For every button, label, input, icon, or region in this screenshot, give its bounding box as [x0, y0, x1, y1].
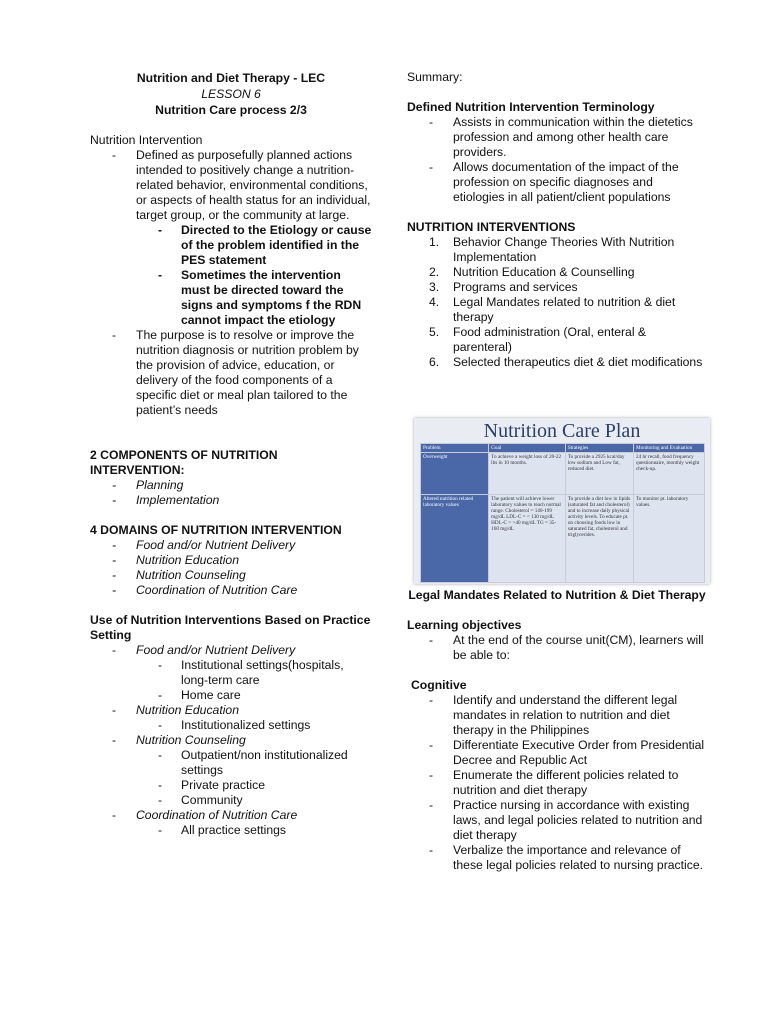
domains-heading: 4 DOMAINS OF NUTRITION INTERVENTION	[90, 523, 342, 537]
cognitive-item: - Practice nursing in accordance with existing laws, and legal policies related to nutrition and diet therapy	[407, 798, 707, 843]
domain-item: - Coordination of Nutrition Care	[90, 583, 372, 598]
use-sub-item: - Private practice	[90, 778, 372, 793]
domain-item: - Nutrition Counseling	[90, 568, 372, 583]
intervention-item: 1. Behavior Change Theories With Nutrition Implementation	[429, 235, 675, 264]
use-item: - Nutrition Education - Institutionalized settings	[90, 703, 372, 733]
intervention-item: 5. Food administration (Oral, enteral & parenteral)	[429, 325, 647, 354]
table-cell: To monitor pt. laboratory values.	[633, 495, 704, 583]
objectives-list	[407, 633, 707, 663]
components-list	[90, 478, 372, 508]
defined-heading: Defined Nutrition Intervention Terminology	[407, 100, 655, 114]
cognitive-heading: Cognitive	[411, 678, 467, 692]
table-cell: To provide a 2925 kcal/day low sodium and Low fat, reduced diet.	[565, 453, 633, 495]
defined-item: - Assists in communication within the dietetics profession and among other health care providers.	[407, 115, 707, 160]
table-cell: To provide a diet low in lipids (saturated fat and cholesterol) and to increase daily physical activity levels. To educate pt. on choosing foods low in saturated fat, cholesterol and triglycerides.	[565, 495, 633, 583]
table-row	[421, 453, 705, 495]
ni-definition: - Defined as purposefully planned actions intended to positively change a nutrition-related behavior, environmental conditions, or aspects of health status for an individual, target group, or the community at large. - Directed to the Etiology or cause of the problem identified in the PES statement - Sometimes the intervention must be directed toward the signs and symptoms f the RDN cannot impact the etiology	[90, 148, 372, 328]
table-cell: The patient will achieve lower laboratory values to reach normal range. Cholesterol = 140-199 mg/dL LDL-C = < 130 mg/dL HDL-C = >40 mg/dL TG = 35-160 mg/dL	[489, 495, 566, 583]
summary-heading: Summary:	[407, 70, 463, 84]
component-item: - Planning	[90, 478, 372, 493]
document-title: Nutrition and Diet Therapy - LEC	[136, 71, 326, 85]
column-header: Problem	[421, 444, 489, 453]
table-cell: To achieve a weight loss of 20-22 lbs in 10 months.	[489, 453, 566, 495]
table-cell: Overweight	[421, 453, 489, 495]
objective-item: - At the end of the course unit(CM), learners will be able to:	[407, 633, 707, 663]
ni-sub-item: - Sometimes the intervention must be directed toward the signs and symptoms f the RDN cannot impact the etiology	[90, 268, 372, 328]
intervention-item: 2. Nutrition Education & Counselling	[429, 265, 635, 279]
use-item: - Food and/or Nutrient Delivery - Institutional settings(hospitals, long-term care - Home care	[90, 643, 372, 703]
legal-heading: Legal Mandates Related to Nutrition & Diet Therapy	[408, 588, 706, 602]
intervention-item: 4. Legal Mandates related to nutrition & diet therapy	[429, 295, 676, 324]
components-heading: 2 COMPONENTS OF NUTRITION INTERVENTION:	[90, 448, 278, 477]
use-sub-list	[90, 823, 372, 838]
domains-list	[90, 538, 372, 598]
use-sub-item: - Community	[90, 793, 372, 808]
cognitive-item: - Differentiate Executive Order from Presidential Decree and Republic Act	[407, 738, 707, 768]
ni-sub-list	[90, 223, 372, 328]
intervention-item: 3. Programs and services	[429, 280, 578, 294]
left-column	[90, 70, 372, 838]
ni-sub-item: - Directed to the Etiology or cause of the problem identified in the PES statement	[90, 223, 372, 268]
column-header: Goal	[489, 444, 566, 453]
interventions-heading: NUTRITION INTERVENTIONS	[407, 220, 576, 234]
interventions-list	[407, 235, 707, 370]
use-sub-item: - Institutional settings(hospitals, long-term care	[90, 658, 372, 688]
use-sub-list	[90, 658, 372, 703]
use-sub-list	[90, 718, 372, 733]
defined-list	[407, 115, 707, 205]
use-sub-item: - All practice settings	[90, 823, 372, 838]
use-item: - Coordination of Nutrition Care - All practice settings	[90, 808, 372, 838]
use-sub-list	[90, 748, 372, 808]
domain-item: - Food and/or Nutrient Delivery	[90, 538, 372, 553]
domain-item: - Nutrition Education	[90, 553, 372, 568]
table-cell: 24 hr recall, food frequency questionnaire, monthly weight check-up.	[633, 453, 704, 495]
column-header: Strategies	[565, 444, 633, 453]
lesson-label: LESSON 6	[201, 87, 261, 101]
ni-heading: Nutrition Intervention	[90, 133, 203, 147]
care-plan-title: Nutrition Care Plan	[483, 420, 641, 442]
defined-item: - Allows documentation of the impact of the profession on specific diagnoses and etiologies in all patient/client populations	[407, 160, 707, 205]
use-heading: Use of Nutrition Interventions Based on Practice Setting	[90, 613, 371, 642]
objectives-heading: Learning objectives	[407, 618, 522, 632]
cognitive-item: - Identify and understand the different legal mandates in relation to nutrition and diet therapy in the Philippines	[407, 693, 707, 738]
table-cell: Altered nutrition related laboratory values	[421, 495, 489, 583]
cognitive-list	[407, 693, 707, 873]
column-header: Monitoring and Evaluation	[633, 444, 704, 453]
table-row	[421, 495, 705, 583]
table-header-row	[421, 444, 705, 453]
care-plan-figure	[414, 418, 710, 584]
use-item: - Nutrition Counseling - Outpatient/non institutionalized settings - Private practice - Community	[90, 733, 372, 808]
cognitive-item: - Enumerate the different policies related to nutrition and diet therapy	[407, 768, 707, 798]
use-sub-item: - Institutionalized settings	[90, 718, 372, 733]
document-subtitle: Nutrition Care process 2/3	[155, 103, 307, 117]
component-item: - Implementation	[90, 493, 372, 508]
cognitive-item: - Verbalize the importance and relevance of these legal policies related to nursing practice.	[407, 843, 707, 873]
use-sub-item: - Outpatient/non institutionalized settings	[90, 748, 372, 778]
use-sub-item: - Home care	[90, 688, 372, 703]
ni-purpose: - The purpose is to resolve or improve the nutrition diagnosis or nutrition problem by the provision of advice, education, or delivery of the food components of a specific diet or meal plan tailored to the patient’s needs	[90, 328, 372, 418]
care-plan-table	[420, 443, 705, 583]
use-list	[90, 643, 372, 838]
ni-list	[90, 148, 372, 418]
intervention-item: 6. Selected therapeutics diet & diet modifications	[429, 355, 703, 369]
